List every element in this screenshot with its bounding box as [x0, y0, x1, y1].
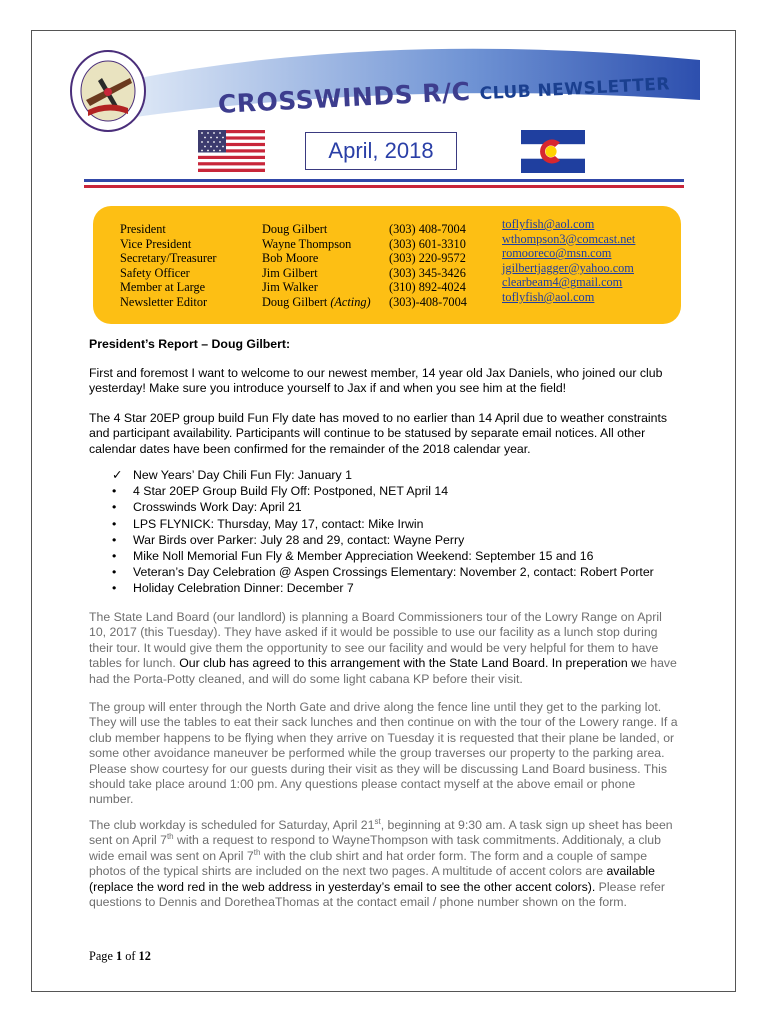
events-list: [112, 467, 654, 597]
officer-role: Member at Large: [120, 280, 206, 295]
banner-title-main: CROSSWINDS R/C: [217, 76, 472, 119]
list-item: [112, 483, 654, 499]
officer-phone: (303) 408-7004: [389, 222, 466, 236]
us-flag-icon: [198, 130, 265, 172]
paragraph-fun-fly: The 4 Star 20EP group build Fun Fly date has moved to no earlier than 14 April due to weather constraints and participant availability. Participants will continue to be statused by separate email notices. All other calendar dates have been confirmed for the remainder of the 2018 calendar year.: [89, 411, 668, 456]
list-item: [112, 532, 654, 548]
land-board-text-b: Our club has agreed to this arrangement with the State Land Board. In preperation w: [179, 656, 640, 671]
page-number: [89, 949, 151, 964]
officer-emails: [502, 217, 635, 305]
event-text: Veteran’s Day Celebration @ Aspen Crossings Elementary: November 2, contact: Robert Porter: [133, 565, 654, 580]
officer-role: President: [120, 222, 166, 236]
bullet-icon: •: [112, 549, 117, 564]
officer-name: Jim Walker: [262, 280, 318, 295]
header-rule-blue: [84, 179, 684, 182]
paragraph-welcome: First and foremost I want to welcome to our newest member, 14 year old Jax Daniels, who joined our club yesterday! Make sure you introduce yourself to Jax if and when you see him at the field!: [89, 366, 663, 396]
page-current: 1: [115, 949, 123, 963]
list-item: [112, 516, 654, 532]
officer-email-link[interactable]: wthompson3@comcast.net: [502, 231, 636, 246]
workday-text-d: with the club shirt and hat order form. The form and a couple of sampe photos of the typical shirts are included on the next two pages. A multitude of accent colors are: [89, 848, 648, 879]
banner-title-sub: CLUB NEWSLETTER: [479, 74, 671, 105]
acting-note: (Acting): [330, 294, 371, 309]
event-text: LPS FLYNICK: Thursday, May 17, contact: Mike Irwin: [133, 516, 424, 531]
officer-phones: [389, 222, 467, 310]
paragraph-workday: [89, 818, 681, 910]
event-text: Mike Noll Memorial Fun Fly & Member Appreciation Weekend: September 15 and 16: [133, 549, 594, 564]
event-text: War Birds over Parker: July 28 and 29, contact: Wayne Perry: [133, 532, 465, 547]
list-item: [112, 564, 654, 580]
officer-phone: (303) 601-3310: [389, 236, 466, 251]
workday-text-e: available (replace the word red in the web address in yesterday’s email to see the other accent colors).: [89, 864, 656, 894]
paragraph-tour-details: The group will enter through the North Gate and drive along the fence line until they get to the parking lot. They will use the tables to eat their sack lunches and then continue on with the tour of the Lowery range. If a club member happens to be flying when they arrive on Tuesday it is requested that their plane be landed, or some other avoidance maneuver be performed while the group traverses our property to the parking area. Please show courtesy for our guests during their visit as they will be discussing Land Board business. This should take place around 1:00 pm. Any questions please contact myself at the above email or phone number.: [89, 700, 678, 807]
officer-role: Vice President: [120, 236, 192, 251]
workday-text-f: Please refer questions to Dennis and DoretheaThomas at the contact email / phone number shown on the form.: [89, 879, 665, 910]
list-item: [112, 548, 654, 564]
bullet-icon: •: [112, 532, 117, 547]
colorado-flag-icon: [521, 130, 585, 173]
event-text: Holiday Celebration Dinner: December 7: [133, 581, 354, 596]
officer-role: Safety Officer: [120, 265, 190, 280]
officer-name: Bob Moore: [262, 251, 319, 266]
ordinal-suffix: th: [253, 847, 261, 857]
list-item: [112, 499, 654, 515]
bullet-icon: •: [112, 516, 117, 531]
officer-name: Jim Gilbert: [262, 265, 318, 280]
event-text: Crosswinds Work Day: April 21: [133, 500, 302, 515]
officer-names: [262, 222, 371, 310]
officer-phone: (310) 892-4024: [389, 280, 466, 295]
page-prefix: Page: [89, 949, 116, 963]
land-board-text-a: The State Land Board (our landlord) is planning a Board Commissioners tour of the Lowry Range on April 10, 2017 (this Tuesday). They have asked if it would be possible to use our facility as a lunch stop during their tour. It would give them the opportunity to see our facility and would be very helpful for them to have tables for lunch.: [89, 610, 662, 671]
workday-text-b: , beginning at 9:30 am. A task sign up sheet has been sent on April 7: [89, 818, 673, 848]
officer-name: Wayne Thompson: [262, 236, 352, 251]
ordinal-suffix: th: [166, 832, 174, 842]
officer-phone: (303)-408-7004: [389, 294, 467, 309]
event-text: New Years’ Day Chili Fun Fly: January 1: [133, 468, 352, 482]
list-item: [112, 467, 654, 483]
bullet-icon: •: [112, 484, 117, 499]
workday-text-c: with a request to respond to WayneThompson with task commitments. Additionaly, a club wide email was sent on April 7: [89, 833, 661, 863]
officer-email-link[interactable]: clearbeam4@gmail.com: [502, 275, 623, 290]
officer-phone: (303) 345-3426: [389, 265, 466, 280]
bullet-icon: •: [112, 565, 117, 580]
editor-name: Doug Gilbert: [262, 294, 328, 309]
bullet-icon: •: [112, 500, 117, 515]
officer-roles: [120, 222, 217, 310]
bullet-icon: •: [112, 581, 117, 596]
page-total: 12: [138, 949, 151, 963]
officer-email-link[interactable]: jgilbertjagger@yahoo.com: [502, 260, 634, 275]
officer-name: Doug Gilbert: [262, 222, 328, 236]
land-board-text-c: e have had the Porta-Potty cleaned, and will do some light cabana KP before their visit.: [89, 656, 677, 686]
officer-role: Secretary/Treasurer: [120, 251, 217, 266]
officers-box: [93, 206, 681, 324]
list-item: [112, 580, 654, 596]
officer-email-link[interactable]: toflyfish@aol.com: [502, 217, 595, 231]
officer-name: [262, 295, 371, 310]
header-rule-red: [84, 185, 684, 188]
paragraph-land-board: [89, 610, 681, 687]
checkmark-icon: ✓: [112, 468, 123, 482]
event-text: 4 Star 20EP Group Build Fly Off: Postponed, NET April 14: [133, 484, 449, 499]
officer-email-link[interactable]: toflyfish@aol.com: [502, 289, 595, 304]
page-middle: of: [122, 949, 139, 963]
officer-role: Newsletter Editor: [120, 294, 208, 309]
section-heading: President’s Report – Doug Gilbert:: [89, 337, 291, 351]
officer-phone: (303) 220-9572: [389, 251, 466, 266]
newsletter-banner: [68, 40, 700, 144]
ordinal-suffix: st: [374, 816, 381, 826]
club-logo: [68, 48, 148, 134]
officer-email-link[interactable]: romooreco@msn.com: [502, 246, 612, 261]
issue-date: April, 2018: [305, 132, 457, 170]
workday-text-a: The club workday is scheduled for Saturday, April 21: [89, 818, 375, 832]
